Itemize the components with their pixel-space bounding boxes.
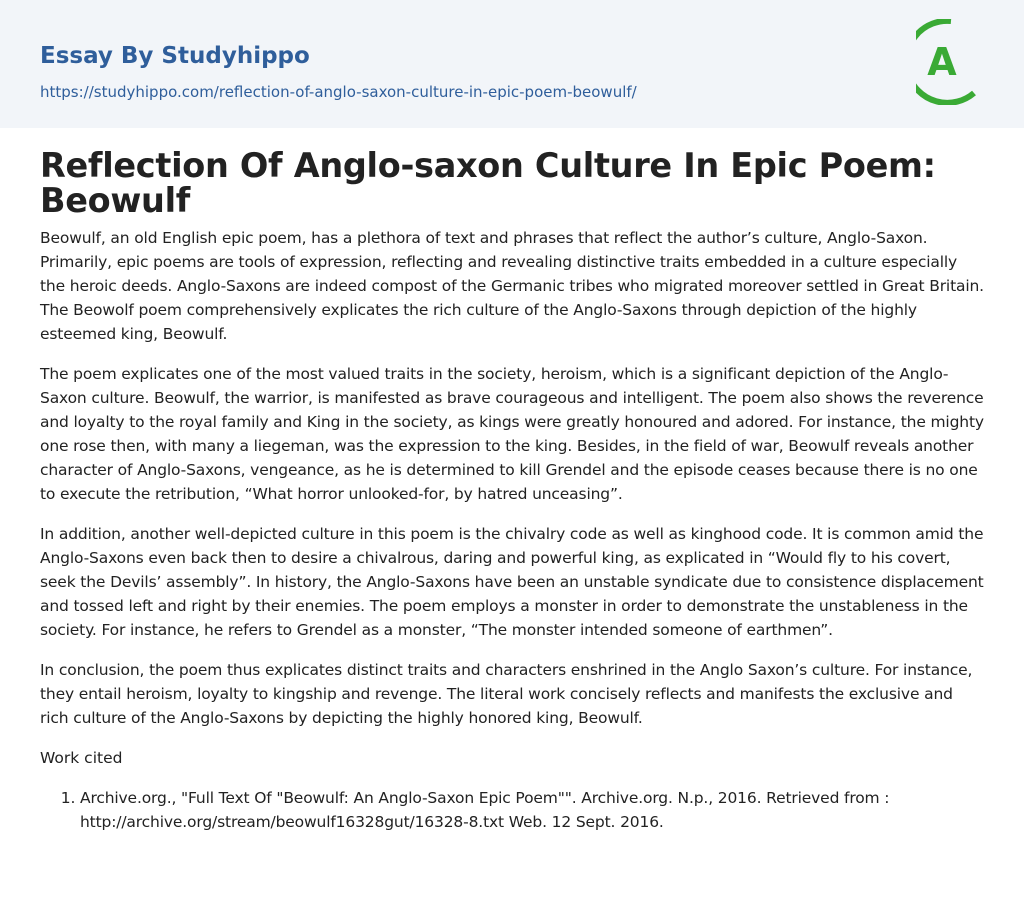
paragraph-chivalry: In addition, another well-depicted culture in this poem is the chivalry code as well as kinghood code. It is common amid the Anglo-Saxons even back then to desire a chivalrous, daring and powerful king, as explicated in “Would fly to his covert, seek the Devils’ assembly”. In history, the Anglo-Saxons have been an unstable syndicate due to consistence displacement and tossed left and right by their enemies. The poem employs a monster in order to demonstrate the unstableness in the society. For instance, he refers to Grendel as a monster, “The monster intended someone of earthmen”.: [40, 525, 984, 639]
references-list: [40, 786, 984, 834]
page-header: [0, 0, 1024, 128]
work-cited-heading: Work cited: [40, 749, 123, 767]
studyhippo-logo-icon[interactable]: [916, 19, 986, 105]
page-title: Reflection Of Anglo-saxon Culture In Epic Poem: Beowulf: [40, 146, 936, 220]
paragraph-intro: Beowulf, an old English epic poem, has a plethora of text and phrases that reflect the author’s culture, Anglo-Saxon. Primarily, epic poems are tools of expression, reflecting and revealing distinctive traits embedded in a culture especially the heroic deeds. Anglo-Saxons are indeed compost of the Germanic tribes who migrated moreover settled in Great Britain. The Beowolf poem comprehensively explicates the rich culture of the Anglo-Saxons through depiction of the highly esteemed king, Beowulf.: [40, 229, 984, 343]
brand-title[interactable]: Essay By Studyhippo: [40, 43, 310, 69]
essay-url-link[interactable]: https://studyhippo.com/reflection-of-anglo-saxon-culture-in-epic-poem-beowulf/: [40, 83, 637, 101]
reference-item: 1. Archive.org., "Full Text Of "Beowulf: An Anglo-Saxon Epic Poem"". Archive.org. N.p., 2016. Retrieved from : http://archive.org/stream/beowulf16328gut/16328-8.txt Web. 12 Sept. 2016.: [80, 786, 984, 834]
article-body: [0, 128, 1024, 834]
paragraph-conclusion: In conclusion, the poem thus explicates distinct traits and characters enshrined in the Anglo Saxon’s culture. For instance, they entail heroism, loyalty to kingship and revenge. The literal work concisely reflects and manifests the exclusive and rich culture of the Anglo-Saxons by depicting the highly honored king, Beowulf.: [40, 661, 973, 727]
paragraph-heroism: The poem explicates one of the most valued traits in the society, heroism, which is a significant depiction of the Anglo-Saxon culture. Beowulf, the warrior, is manifested as brave courageous and intelligent. The poem also shows the reverence and loyalty to the royal family and King in the society, as kings were greatly honoured and adored. For instance, the mighty one rose then, with many a liegeman, was the expression to the king. Besides, in the field of war, Beowulf reveals another character of Anglo-Saxons, vengeance, as he is determined to kill Grendel and the episode ceases because there is no one to execute the retribution, “What horror unlooked-for, by hatred unceasing”.: [40, 365, 984, 503]
logo-letter: A: [927, 40, 957, 84]
